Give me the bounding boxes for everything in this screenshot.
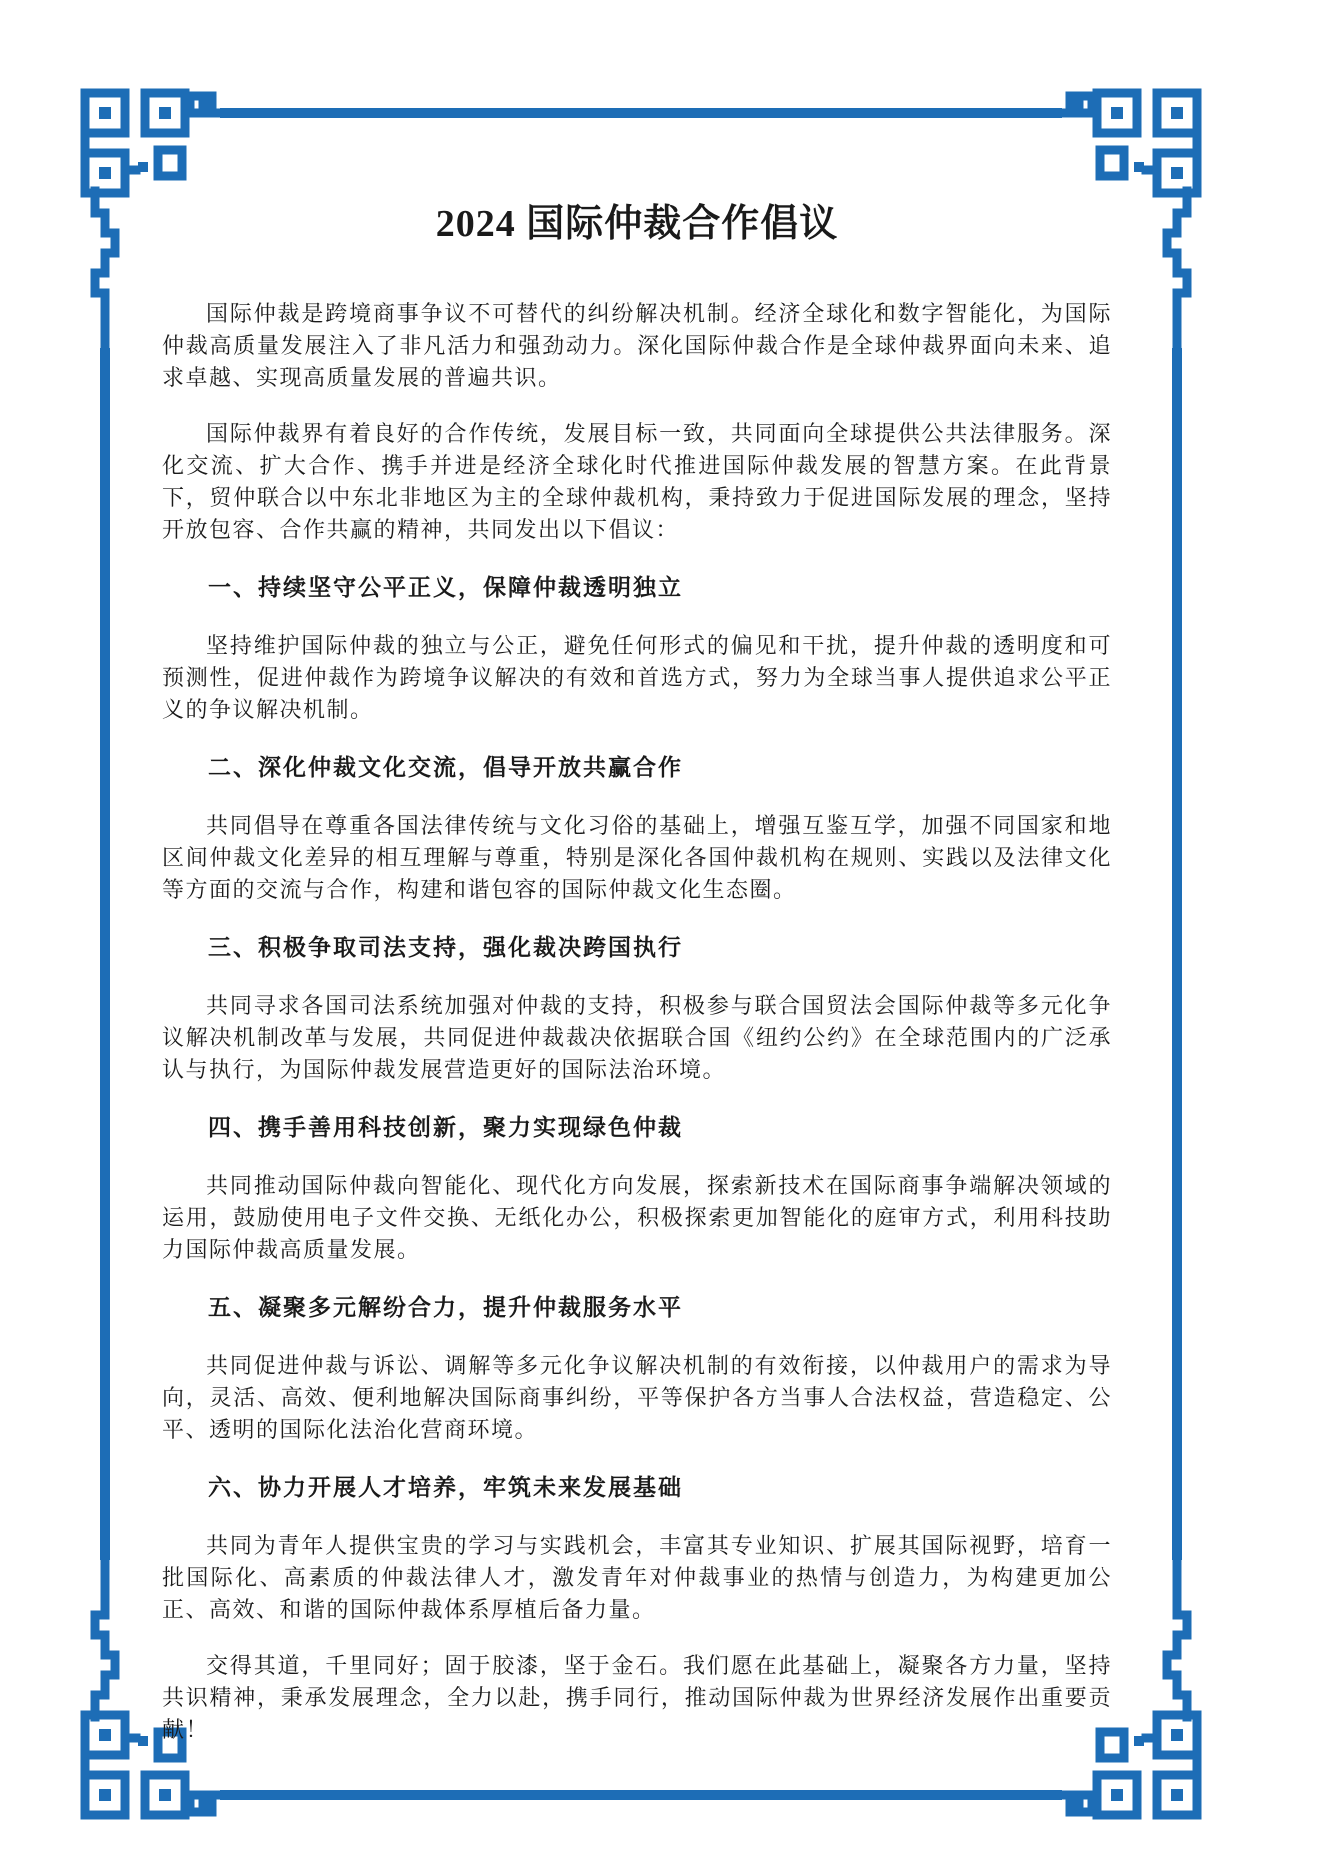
frame-border-top [220, 108, 1062, 118]
frame-border-left [100, 348, 110, 1560]
document-content [162, 200, 1112, 1770]
section-6-heading: 六、协力开展人才培养，牢筑未来发展基础 [208, 1475, 683, 1500]
section-3-body: 共同寻求各国司法系统加强对仲裁的支持，积极参与联合国贸法会国际仲裁等多元化争议解决机制改革与发展，共同促进仲裁裁决依据联合国《纽约公约》在全球范围内的广泛承认与执行，为国际仲裁发展营造更好的国际法治环境。 [162, 993, 1112, 1082]
frame-border-right [1172, 348, 1182, 1560]
section-4-heading: 四、携手善用科技创新，聚力实现绿色仲裁 [208, 1115, 683, 1140]
section-2-heading: 二、深化仲裁文化交流，倡导开放共赢合作 [208, 755, 683, 780]
section-1-body: 坚持维护国际仲裁的独立与公正，避免任何形式的偏见和干扰，提升仲裁的透明度和可预测性，促进仲裁作为跨境争议解决的有效和首选方式，努力为全球当事人提供追求公平正义的争议解决机制。 [162, 633, 1112, 722]
section-2-body: 共同倡导在尊重各国法律传统与文化习俗的基础上，增强互鉴互学，加强不同国家和地区间仲裁文化差异的相互理解与尊重，特别是深化各国仲裁机构在规则、实践以及法律文化等方面的交流与合作，构建和谐包容的国际仲裁文化生态圈。 [162, 813, 1112, 902]
section-3-heading: 三、积极争取司法支持，强化裁决跨国执行 [208, 935, 683, 960]
document-title: 2024 国际仲裁合作倡议 [435, 203, 839, 245]
section-5-body: 共同促进仲裁与诉讼、调解等多元化争议解决机制的有效衔接，以仲裁用户的需求为导向，灵活、高效、便利地解决国际商事纠纷，平等保护各方当事人合法权益，营造稳定、公平、透明的国际化法治化营商环境。 [162, 1353, 1112, 1442]
section-4-body: 共同推动国际仲裁向智能化、现代化方向发展，探索新技术在国际商事争端解决领域的运用，鼓励使用电子文件交换、无纸化办公，积极探索更加智能化的庭审方式，利用科技助力国际仲裁高质量发展。 [162, 1173, 1112, 1262]
intro-paragraph-2: 国际仲裁界有着良好的合作传统，发展目标一致，共同面向全球提供公共法律服务。深化交流、扩大合作、携手并进是经济全球化时代推进国际仲裁发展的智慧方案。在此背景下，贸仲联合以中东北非地区为主的全球仲裁机构，秉持致力于促进国际发展的理念，坚持开放包容、合作共赢的精神，共同发出以下倡议： [162, 421, 1112, 542]
section-6-body: 共同为青年人提供宝贵的学习与实践机会，丰富其专业知识、扩展其国际视野，培育一批国际化、高素质的仲裁法律人才，激发青年对仲裁事业的热情与创造力，为构建更加公正、高效、和谐的国际仲裁体系厚植后备力量。 [162, 1533, 1112, 1622]
section-5-heading: 五、凝聚多元解纷合力，提升仲裁服务水平 [208, 1295, 683, 1320]
closing-paragraph: 交得其道，千里同好；固于胶漆，坚于金石。我们愿在此基础上，凝聚各方力量，坚持共识精神，秉承发展理念，全力以赴，携手同行，推动国际仲裁为世界经济发展作出重要贡献！ [162, 1653, 1112, 1742]
section-1-heading: 一、持续坚守公平正义，保障仲裁透明独立 [208, 575, 683, 600]
intro-paragraph-1: 国际仲裁是跨境商事争议不可替代的纠纷解决机制。经济全球化和数字智能化，为国际仲裁高质量发展注入了非凡活力和强劲动力。深化国际仲裁合作是全球仲裁界面向未来、追求卓越、实现高质量发展的普遍共识。 [162, 301, 1112, 390]
frame-border-bottom [220, 1790, 1062, 1800]
